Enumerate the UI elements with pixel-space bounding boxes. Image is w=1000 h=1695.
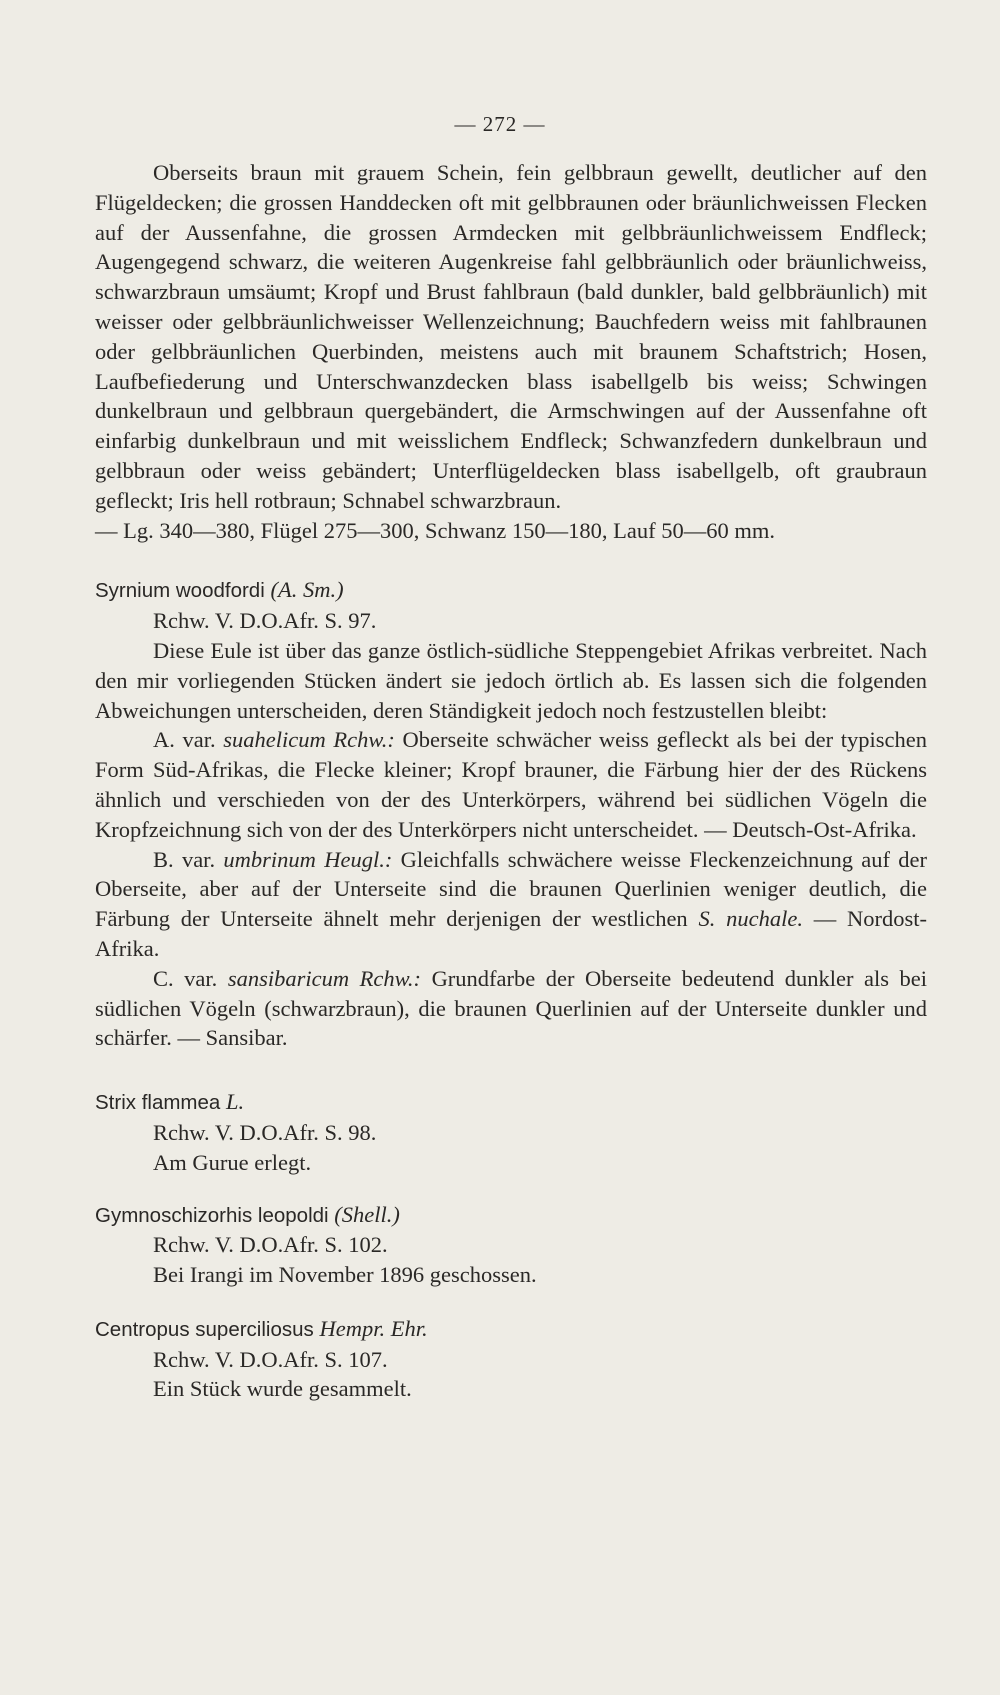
species-name: Syrnium woodfordi bbox=[95, 579, 265, 603]
variety-text: Oberseite schwächer weiss gefleckt als bei der typischen Form Süd-Afrikas, die Flecke kleiner; Kropf brauner, die Färbung hier der des Rückens ähnlich und verschieden von der des Unterkörpers, während bei südlichen Vögeln die Kropfzeichnung sich von der des Unterkörpers nicht unterscheidet. — Deutsch-Ost-Afrika. bbox=[95, 727, 927, 842]
species-note: Bei Irangi im November 1896 geschossen. bbox=[153, 1262, 537, 1288]
variety-label: A. var. bbox=[153, 727, 216, 753]
measurements-text: — Lg. 340—380, Flügel 275—300, Schwanz 150—180, Lauf 50—60 mm. bbox=[95, 517, 775, 543]
species-author: Hempr. Ehr. bbox=[319, 1315, 428, 1341]
species-reference: Rchw. V. D.O.Afr. S. 97. bbox=[153, 608, 377, 634]
variety-text: Gleichfalls schwächere weisse Fleckenzeichnung auf der Oberseite, aber auf der Unterseite sind die braunen Querlinien weniger deutlich, die Färbung der Unterseite ähnelt mehr derjenigen der westlichen bbox=[95, 846, 928, 932]
variety-b bbox=[95, 845, 927, 964]
species-author: L. bbox=[226, 1089, 245, 1115]
variety-c bbox=[95, 964, 927, 1053]
variety-name: umbrinum Heugl.: bbox=[223, 846, 393, 872]
species-reference: Rchw. V. D.O.Afr. S. 102. bbox=[153, 1232, 388, 1258]
variety-region: — Nordost-Afrika. bbox=[95, 906, 928, 961]
species-heading-syrnium bbox=[95, 575, 927, 606]
species-name: Strix flammea bbox=[95, 1091, 221, 1115]
species-name: Centropus superciliosus bbox=[95, 1317, 314, 1341]
variety-label: B. var. bbox=[153, 846, 216, 872]
species-author: (A. Sm.) bbox=[270, 577, 344, 603]
species-reference: Rchw. V. D.O.Afr. S. 107. bbox=[153, 1346, 388, 1372]
page-number: — 272 — bbox=[454, 112, 546, 136]
species-heading-strix bbox=[95, 1087, 927, 1118]
species-reference: Rchw. V. D.O.Afr. S. 98. bbox=[153, 1119, 377, 1145]
species-note: Am Gurue erlegt. bbox=[153, 1149, 312, 1175]
variety-name: sansibaricum Rchw.: bbox=[227, 965, 422, 991]
variety-label: C. var. bbox=[153, 965, 218, 991]
description-text: Oberseits braun mit grauem Schein, fein gelbbraun gewellt, deutlicher auf den Flügeldecken; die grossen Handdecken oft mit gelbbraunen oder bräunlichweissen Flecken auf der Aussenfahne, die grossen Armdecken mit gelbbräunlichweissem Endfleck; Augengegend schwarz, die weiteren Augenkreise fahl gelbbräunlich oder bräunlichweiss, schwarzbraun umsäumt; Kropf und Brust fahlbraun (bald dunkler, bald gelbbräunlich) mit weisser oder gelbbräunlichweisser Wellenzeichnung; Bauchfedern weiss mit fahlbraunen oder gelbbräunlichen Querbinden, meistens auch mit braunem Schaftstrich; Hosen, Laufbefiederung und Unterschwanzdecken blass isabellgelb bis weiss; Schwingen dunkelbraun und gelbbraun quergebändert, die Armschwingen auf der Aussenfahne oft einfarbig dunkelbraun und mit weisslichem Endfleck; Schwanzfedern dunkelbraun und gelbbraun oder weiss gebändert; Unterflügeldecken blass isabellgelb, oft graubraun gefleckt; Iris hell rotbraun; Schnabel schwarzbraun. bbox=[95, 160, 927, 513]
species-author: (Shell.) bbox=[334, 1201, 400, 1227]
variety-a bbox=[95, 725, 927, 844]
page-body bbox=[95, 158, 927, 1404]
species-name: Gymnoschizorhis leopoldi bbox=[95, 1203, 329, 1227]
description-paragraph bbox=[95, 158, 927, 545]
variety-text: Grundfarbe der Oberseite bedeutend dunkler als bei südlichen Vögeln (schwarzbraun), die braunen Querlinien auf der Unterseite dunkler und schärfer. — Sansibar. bbox=[95, 965, 928, 1051]
species-heading-gymnoschizorhis bbox=[95, 1200, 927, 1231]
species-heading-centropus bbox=[95, 1314, 927, 1345]
variety-species-ref: S. nuchale. bbox=[698, 906, 803, 932]
species-note: Ein Stück wurde gesammelt. bbox=[153, 1376, 412, 1402]
variety-name: suahelicum Rchw.: bbox=[223, 727, 395, 753]
species-description: Diese Eule ist über das ganze östlich-südliche Steppengebiet Afrikas verbreitet. Nach den mir vorliegenden Stücken ändert sie jedoch örtlich ab. Es lassen sich die folgenden Abweichungen unterscheiden, deren Ständigkeit jedoch noch festzustellen bleibt: bbox=[95, 637, 927, 723]
